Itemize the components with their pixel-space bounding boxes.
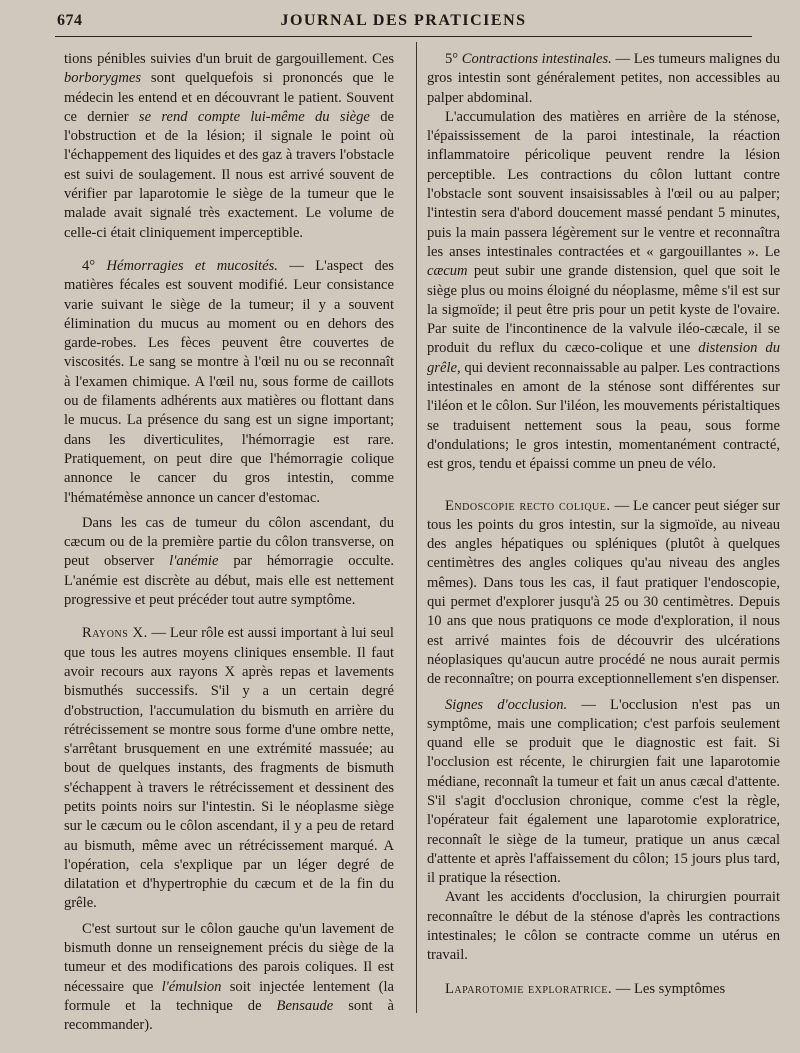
paragraph-endoscopie: Endoscopie recto colique. — Le cancer peut siéger sur tous les points du gros intestin, sur la sigmoïde, au niveau des angles hépatiques ou spléniques (plutôt à quelques centimètres des angles coliques qu'au niveau des angles mêmes). Dans tous les cas, il faut pratiquer l'endoscopie, qui permet d'explorer jusqu'à 25 ou 30 centimètres. Depuis 10 ans que nous pratiquons ce mode d'exploration, il nous est arrivé maintes fois de découvrir des ulcérations néoplasiques qu'aucun autre procédé ne nous aurait permis de reconnaître; on pourra exceptionnellement s'en dispenser. (427, 497, 780, 688)
section-heading: Signes d'occlusion. (445, 696, 568, 713)
section-heading: Endoscopie recto colique. (445, 497, 611, 514)
section-heading: Contractions intestinales. (461, 51, 612, 67)
running-title: JOURNAL DES PRATICIENS (280, 12, 527, 29)
section-heading: Rayons X. (82, 625, 148, 642)
paragraph-occlusion: Signes d'occlusion. — L'occlusion n'est pas un symptôme, mais une complication; c'est parfois seulement quand elle se produit que le diagnostic est fait. Si l'occlusion est récente, le chirurgien fait une laparotomie médiane, reconnaît la tumeur et fait un anus cæcal d'attente. S'il s'agit d'occlusion chronique, comme c'est la règle, l'opérateur fait également une laparotomie exploratrice, reconnaît le siège de la tumeur, pratique un anus cæcal d'attente et après l'affaissement du côlon; 15 jours plus tard, il pratique la résection. (427, 696, 780, 887)
right-column (427, 50, 780, 999)
paragraph-hemorragies: 4° Hémorragies et mucosités. — L'aspect des matières fécales est souvent modifié. Leur consistance varie suivant le siège de la tumeur; il y a souvent élimination du mucus au moment ou en dehors des garde-robes. Les fèces peuvent être couvertes de viscosités. Le sang se montre à l'œil nu ou se reconnaît à l'examen chimique. A l'œil nu, sous forme de caillots ou de filaments adhérents aux matières ou flottant dans le mucus. La présence du sang est un signe important; dans les diverticulites, l'hémorragie est rare. Pratiquement, on peut dire que l'hémorragie colique annonce le cancer du gros intestin, comme l'hématémèse annonce un cancer d'estomac. (64, 257, 394, 506)
page-header (55, 8, 752, 38)
page-number: 674 (57, 12, 83, 29)
header-rule (55, 36, 752, 37)
paragraph-contractions: 5° Contractions intestinales. — Les tumeurs malignes du gros intestin sont généralement petites, non accessibles au palper abdominal. (427, 51, 781, 106)
column-divider (416, 42, 417, 1013)
section-heading: Laparotomie exploratrice. (445, 980, 613, 997)
paragraph-laparotomie: Laparotomie exploratrice. — Les symptômes (445, 980, 726, 997)
paragraph-avant-accidents: Avant les accidents d'occlusion, la chirurgien pourrait reconnaître le début de la sténose d'après les contractions intestinales; le côlon se contracte comme un utérus en travail. (427, 889, 780, 964)
paragraph-anemie: Dans les cas de tumeur du côlon ascendant, du cæcum ou de la première partie du côlon transverse, on peut observer l'anémie par hémorragie occulte. L'anémie est discrète au début, mais elle est nettement progressive et peut précéder tout autre symptôme. (64, 514, 394, 609)
paragraph-borborygmes: tions pénibles suivies d'un bruit de gargouillement. Ces borborygmes sont quelquefois si prononcés que le médecin les entend et en découvrant le patient. Souvent ce dernier se rend compte lui-même du siège de l'obstruction et de la lésion; il signale le point où l'échappement des liquides et des gaz à travers l'obstacle est suivi de soulagement. Il nous est arrivé souvent de vérifier par laparotomie le siège de la tumeur que le malade avait signalé très exactement. Le volume de celle-ci était cliniquement imperceptible. (64, 51, 394, 241)
paragraph-accumulation: L'accumulation des matières en arrière de la sténose, l'épaississement de la paroi intestinale, la réaction inflammatoire péricolique peuvent rendre la lésion perceptible. Les contractions du côlon luttant contre l'obstacle sont souvent insaisissables à l'œil ou au palper; l'intestin sera d'abord doucement massé pendant 5 minutes, puis la main passera légèrement sur le ventre et reconnaîtra les anses intestinales contractées et « gargouillantes ». Le cæcum peut subir une grande distension, quel que soit le siège plus ou moins éloigné du néoplasme, même s'il est sur la sigmoïde; il peut être pris pour un petit kyste de l'ovaire. Par suite de l'incontinence de la valvule iléo-cæcale, il se produit du reflux du cæco-colique et une distension du grêle, qui devient reconnaissable au palper. Les contractions intestinales en amont de la sténose sont différentes sur l'iléon et le côlon. Sur l'iléon, les mouvements péristaltiques se traduisent nettement sous la peau, sous forme d'ondulations; le gros intestin, momentanément contracté, est gros, tendu et épaissi comme un pneu de vélo. (427, 108, 781, 473)
left-column (64, 50, 394, 1036)
section-heading: Hémorragies et mucosités. (106, 257, 278, 274)
paragraph-rayons-x: Rayons X. — Leur rôle est aussi important à lui seul que tous les autres moyens cliniques ensemble. Il faut avoir recours aux rayons X après repas et lavements bismuthés successifs. S'il y a un certain degré d'obstruction, l'accumulation du bismuth en arrière du rétrécissement se montre sous forme d'une ombre nette, s'arrêtant brusquement en une extrémité massuée; au bout de quelques instants, des fragments de bismuth s'échappent à travers le rétrécissement et dessinent des petits points noirs sur l'intestin. Si le néoplasme siège sur le cæcum ou le côlon ascendant, il y a peu de retard au bismuth, même avec un rétrécissement marqué. A l'opération, cela s'explique par un léger degré de dilatation et d'hypertrophie du cæcum et de la fin du grêle. (64, 625, 394, 912)
paragraph-bismuth: C'est surtout sur le côlon gauche qu'un lavement de bismuth donne un renseignement précis du siège de la tumeur et des modifications des parois coliques. Il est nécessaire que l'émulsion soit injectée lentement (la formule et la technique de Bensaude sont à recommander). (64, 920, 394, 1034)
